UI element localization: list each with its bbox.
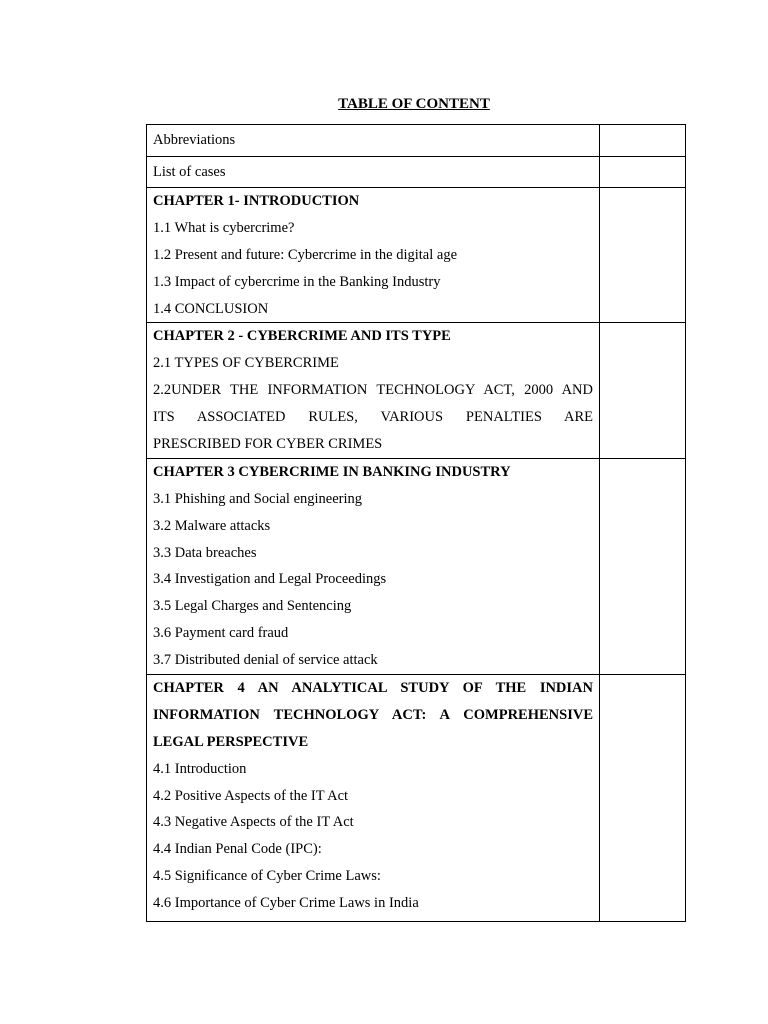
toc-entry[interactable]: 1.4 CONCLUSION: [153, 300, 269, 317]
toc-entry[interactable]: 3.5 Legal Charges and Sentencing: [153, 598, 352, 615]
toc-row-list-of-cases: [147, 156, 686, 188]
toc-row-chapter-4: [147, 675, 686, 922]
toc-entry[interactable]: 3.6 Payment card fraud: [153, 625, 289, 642]
toc-entry[interactable]: 4.6 Importance of Cyber Crime Laws in India: [153, 895, 419, 912]
toc-entry-paragraph-line[interactable]: ITS ASSOCIATED RULES, VARIOUS PENALTIES ARE: [153, 409, 593, 426]
toc-entry[interactable]: 1.1 What is cybercrime?: [153, 219, 295, 236]
toc-entry[interactable]: 3.1 Phishing and Social engineering: [153, 490, 363, 507]
toc-row-abbreviations: [147, 125, 686, 157]
toc-entry-paragraph-line[interactable]: PRESCRIBED FOR CYBER CRIMES: [153, 436, 383, 453]
page-number-cell: [600, 125, 686, 157]
chapter-3-heading[interactable]: CHAPTER 3 CYBERCRIME IN BANKING INDUSTRY: [153, 463, 511, 480]
toc-entry[interactable]: 3.3 Data breaches: [153, 544, 257, 561]
toc-entry[interactable]: 2.1 TYPES OF CYBERCRIME: [153, 355, 339, 372]
toc-entry-abbreviations[interactable]: Abbreviations: [153, 132, 236, 148]
toc-entry-paragraph-line[interactable]: 2.2UNDER THE INFORMATION TECHNOLOGY ACT, 2000 AND: [153, 382, 593, 399]
toc-row-chapter-1: [147, 188, 686, 323]
toc-entry[interactable]: 4.5 Significance of Cyber Crime Laws:: [153, 868, 381, 885]
page-number-cell: [600, 188, 686, 323]
toc-entry[interactable]: 1.3 Impact of cybercrime in the Banking Industry: [153, 273, 441, 290]
toc-entry[interactable]: 4.2 Positive Aspects of the IT Act: [153, 787, 349, 804]
toc-row-chapter-3: [147, 458, 686, 674]
chapter-1-heading[interactable]: CHAPTER 1- INTRODUCTION: [153, 193, 360, 209]
page-number-cell: [600, 156, 686, 188]
toc-entry[interactable]: 3.7 Distributed denial of service attack: [153, 652, 378, 669]
chapter-2-heading[interactable]: CHAPTER 2 - CYBERCRIME AND ITS TYPE: [153, 328, 451, 345]
toc-entry-list-of-cases[interactable]: List of cases: [153, 163, 226, 180]
chapter-4-heading-line[interactable]: INFORMATION TECHNOLOGY ACT: A COMPREHENSIVE: [153, 706, 593, 723]
toc-entry[interactable]: 4.4 Indian Penal Code (IPC):: [153, 841, 322, 858]
toc-entry[interactable]: 3.2 Malware attacks: [153, 517, 271, 534]
page-number-cell: [600, 458, 686, 674]
page-number-cell: [600, 323, 686, 458]
chapter-4-heading-line[interactable]: CHAPTER 4 AN ANALYTICAL STUDY OF THE INDIAN: [153, 680, 593, 697]
toc-entry[interactable]: 4.3 Negative Aspects of the IT Act: [153, 814, 354, 831]
toc-row-chapter-2: [147, 323, 686, 458]
toc-entry[interactable]: 4.1 Introduction: [153, 760, 247, 777]
toc-table: [146, 124, 686, 922]
toc-entry[interactable]: 1.2 Present and future: Cybercrime in the digital age: [153, 246, 458, 263]
toc-entry[interactable]: 3.4 Investigation and Legal Proceedings: [153, 571, 387, 588]
page-title: TABLE OF CONTENT: [338, 96, 490, 112]
chapter-4-heading-line[interactable]: LEGAL PERSPECTIVE: [153, 733, 309, 750]
page-number-cell: [600, 675, 686, 922]
